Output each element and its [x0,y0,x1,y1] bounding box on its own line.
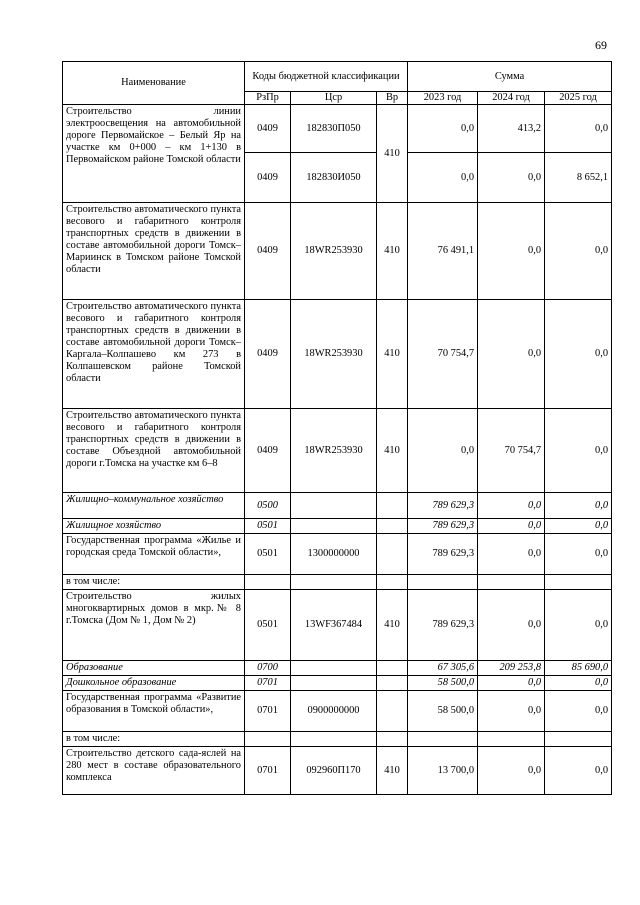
row-name: Строительство детского сада-яслей на 280 мест в составе образовательного комплекса [63,747,245,795]
page-number: 69 [595,38,607,52]
row-name: в том числе: [63,575,245,590]
row-name: Строительство жилых многоквартирных домов в мкр.№ 8 г.Томска (Дом № 1, Дом № 2) [63,590,245,661]
row-2024: 0,0 [478,203,545,300]
row-rzpr: 0501 [245,590,291,661]
row-2025: 8 652,1 [545,153,612,203]
row-csr [291,661,377,676]
row-name: Строительство линии электроосвещения на автомобильной дороге Первомайское – Белый Яр на участке км 0+000 – км 1+130 в Первомайском районе Томской области [63,105,245,203]
row-2025: 0,0 [545,691,612,732]
row-rzpr: 0700 [245,661,291,676]
row-2024: 209 253,8 [478,661,545,676]
row-2023: 0,0 [408,409,478,493]
row-rzpr: 0701 [245,676,291,691]
budget-table [62,61,612,795]
row-2024: 0,0 [478,590,545,661]
row-2024: 0,0 [478,300,545,409]
row-2025: 0,0 [545,493,612,519]
row-2023: 76 491,1 [408,203,478,300]
row-csr: 18WR253930 [291,409,377,493]
row-2023: 0,0 [408,153,478,203]
row-rzpr: 0701 [245,747,291,795]
table-row [63,590,612,661]
col-header-codes: Коды бюджетной классификации [245,62,408,92]
row-csr: 1300000000 [291,534,377,575]
row-2023: 58 500,0 [408,691,478,732]
row-rzpr: 0701 [245,691,291,732]
col-header-name: Наименование [63,62,245,105]
row-vr: 410 [377,300,408,409]
table-row [63,300,612,409]
row-vr [377,691,408,732]
row-rzpr: 0500 [245,493,291,519]
table-row [63,676,612,691]
row-csr [291,519,377,534]
row-2024: 413,2 [478,105,545,153]
table-row [63,534,612,575]
row-2025: 0,0 [545,590,612,661]
row-vr [377,493,408,519]
row-csr: 182830П050 [291,105,377,153]
col-header-vr: Вр [377,92,408,105]
row-vr: 410 [377,747,408,795]
row-csr: 18WR253930 [291,203,377,300]
row-2023: 789 629,3 [408,519,478,534]
row-2023: 789 629,3 [408,534,478,575]
row-rzpr: 0409 [245,153,291,203]
row-2024: 0,0 [478,493,545,519]
row-name: Дошкольное образование [63,676,245,691]
row-csr: 182830И050 [291,153,377,203]
table-row [63,691,612,732]
row-vr [377,534,408,575]
row-rzpr: 0409 [245,203,291,300]
row-2024: 0,0 [478,534,545,575]
col-header-2023: 2023 год [408,92,478,105]
row-csr: 13WF367484 [291,590,377,661]
row-2025: 0,0 [545,105,612,153]
row-name: Образование [63,661,245,676]
row-2025: 0,0 [545,534,612,575]
row-2023: 0,0 [408,105,478,153]
row-csr [291,676,377,691]
table-row [63,747,612,795]
table-row [63,203,612,300]
row-2025: 0,0 [545,409,612,493]
row-vr [377,661,408,676]
row-2025: 0,0 [545,519,612,534]
table-row [63,493,612,519]
row-2024: 70 754,7 [478,409,545,493]
row-name: Жилищное хозяйство [63,519,245,534]
row-2023: 67 305,6 [408,661,478,676]
col-header-sum: Сумма [408,62,612,92]
row-2025: 0,0 [545,747,612,795]
row-csr: 092960П170 [291,747,377,795]
row-rzpr: 0409 [245,300,291,409]
row-2025: 0,0 [545,300,612,409]
table-row [63,732,612,747]
table-row [63,575,612,590]
row-vr [377,676,408,691]
row-csr [291,493,377,519]
col-header-rzpr: РзПр [245,92,291,105]
col-header-csr: Цср [291,92,377,105]
row-2023: 789 629,3 [408,493,478,519]
row-rzpr: 0409 [245,105,291,153]
table-row [63,409,612,493]
row-vr: 410 [377,409,408,493]
header-row [63,62,612,92]
row-2025: 0,0 [545,203,612,300]
row-name: Государственная программа «Жилье и городская среда Томской области», [63,534,245,575]
row-name: Жилищно–коммунальное хозяйство [63,493,245,519]
row-2024: 0,0 [478,153,545,203]
col-header-2025: 2025 год [545,92,612,105]
row-name: Строительство автоматического пункта весового и габаритного контроля транспортных средств в движении в составе автомобильной дороги Томск–Каргала–Колпашево км 273 в Колпашевском районе Томской области [63,300,245,409]
row-2023: 789 629,3 [408,590,478,661]
table-row [63,105,612,153]
row-name: Государственная программа «Развитие образования в Томской области», [63,691,245,732]
col-header-2024: 2024 год [478,92,545,105]
row-name: в том числе: [63,732,245,747]
row-2025: 0,0 [545,676,612,691]
row-vr [377,519,408,534]
table-row [63,519,612,534]
row-vr: 410 [377,203,408,300]
row-csr: 18WR253930 [291,300,377,409]
row-vr: 410 [377,590,408,661]
table-row [63,661,612,676]
row-name: Строительство автоматического пункта весового и габаритного контроля транспортных средств в движении в составе Объездной автомобильной дороги г.Томска на участке км 6–8 [63,409,245,493]
row-vr: 410 [377,105,408,203]
row-name: Строительство автоматического пункта весового и габаритного контроля транспортных средств в движении в составе автомобильной дороги Томск–Мариинск в Томском районе Томской области [63,203,245,300]
row-rzpr: 0501 [245,519,291,534]
row-2024: 0,0 [478,676,545,691]
row-2024: 0,0 [478,747,545,795]
row-rzpr: 0501 [245,534,291,575]
row-2023: 13 700,0 [408,747,478,795]
row-2023: 70 754,7 [408,300,478,409]
row-2023: 58 500,0 [408,676,478,691]
row-csr: 0900000000 [291,691,377,732]
row-2024: 0,0 [478,519,545,534]
row-2024: 0,0 [478,691,545,732]
row-2025: 85 690,0 [545,661,612,676]
row-rzpr: 0409 [245,409,291,493]
